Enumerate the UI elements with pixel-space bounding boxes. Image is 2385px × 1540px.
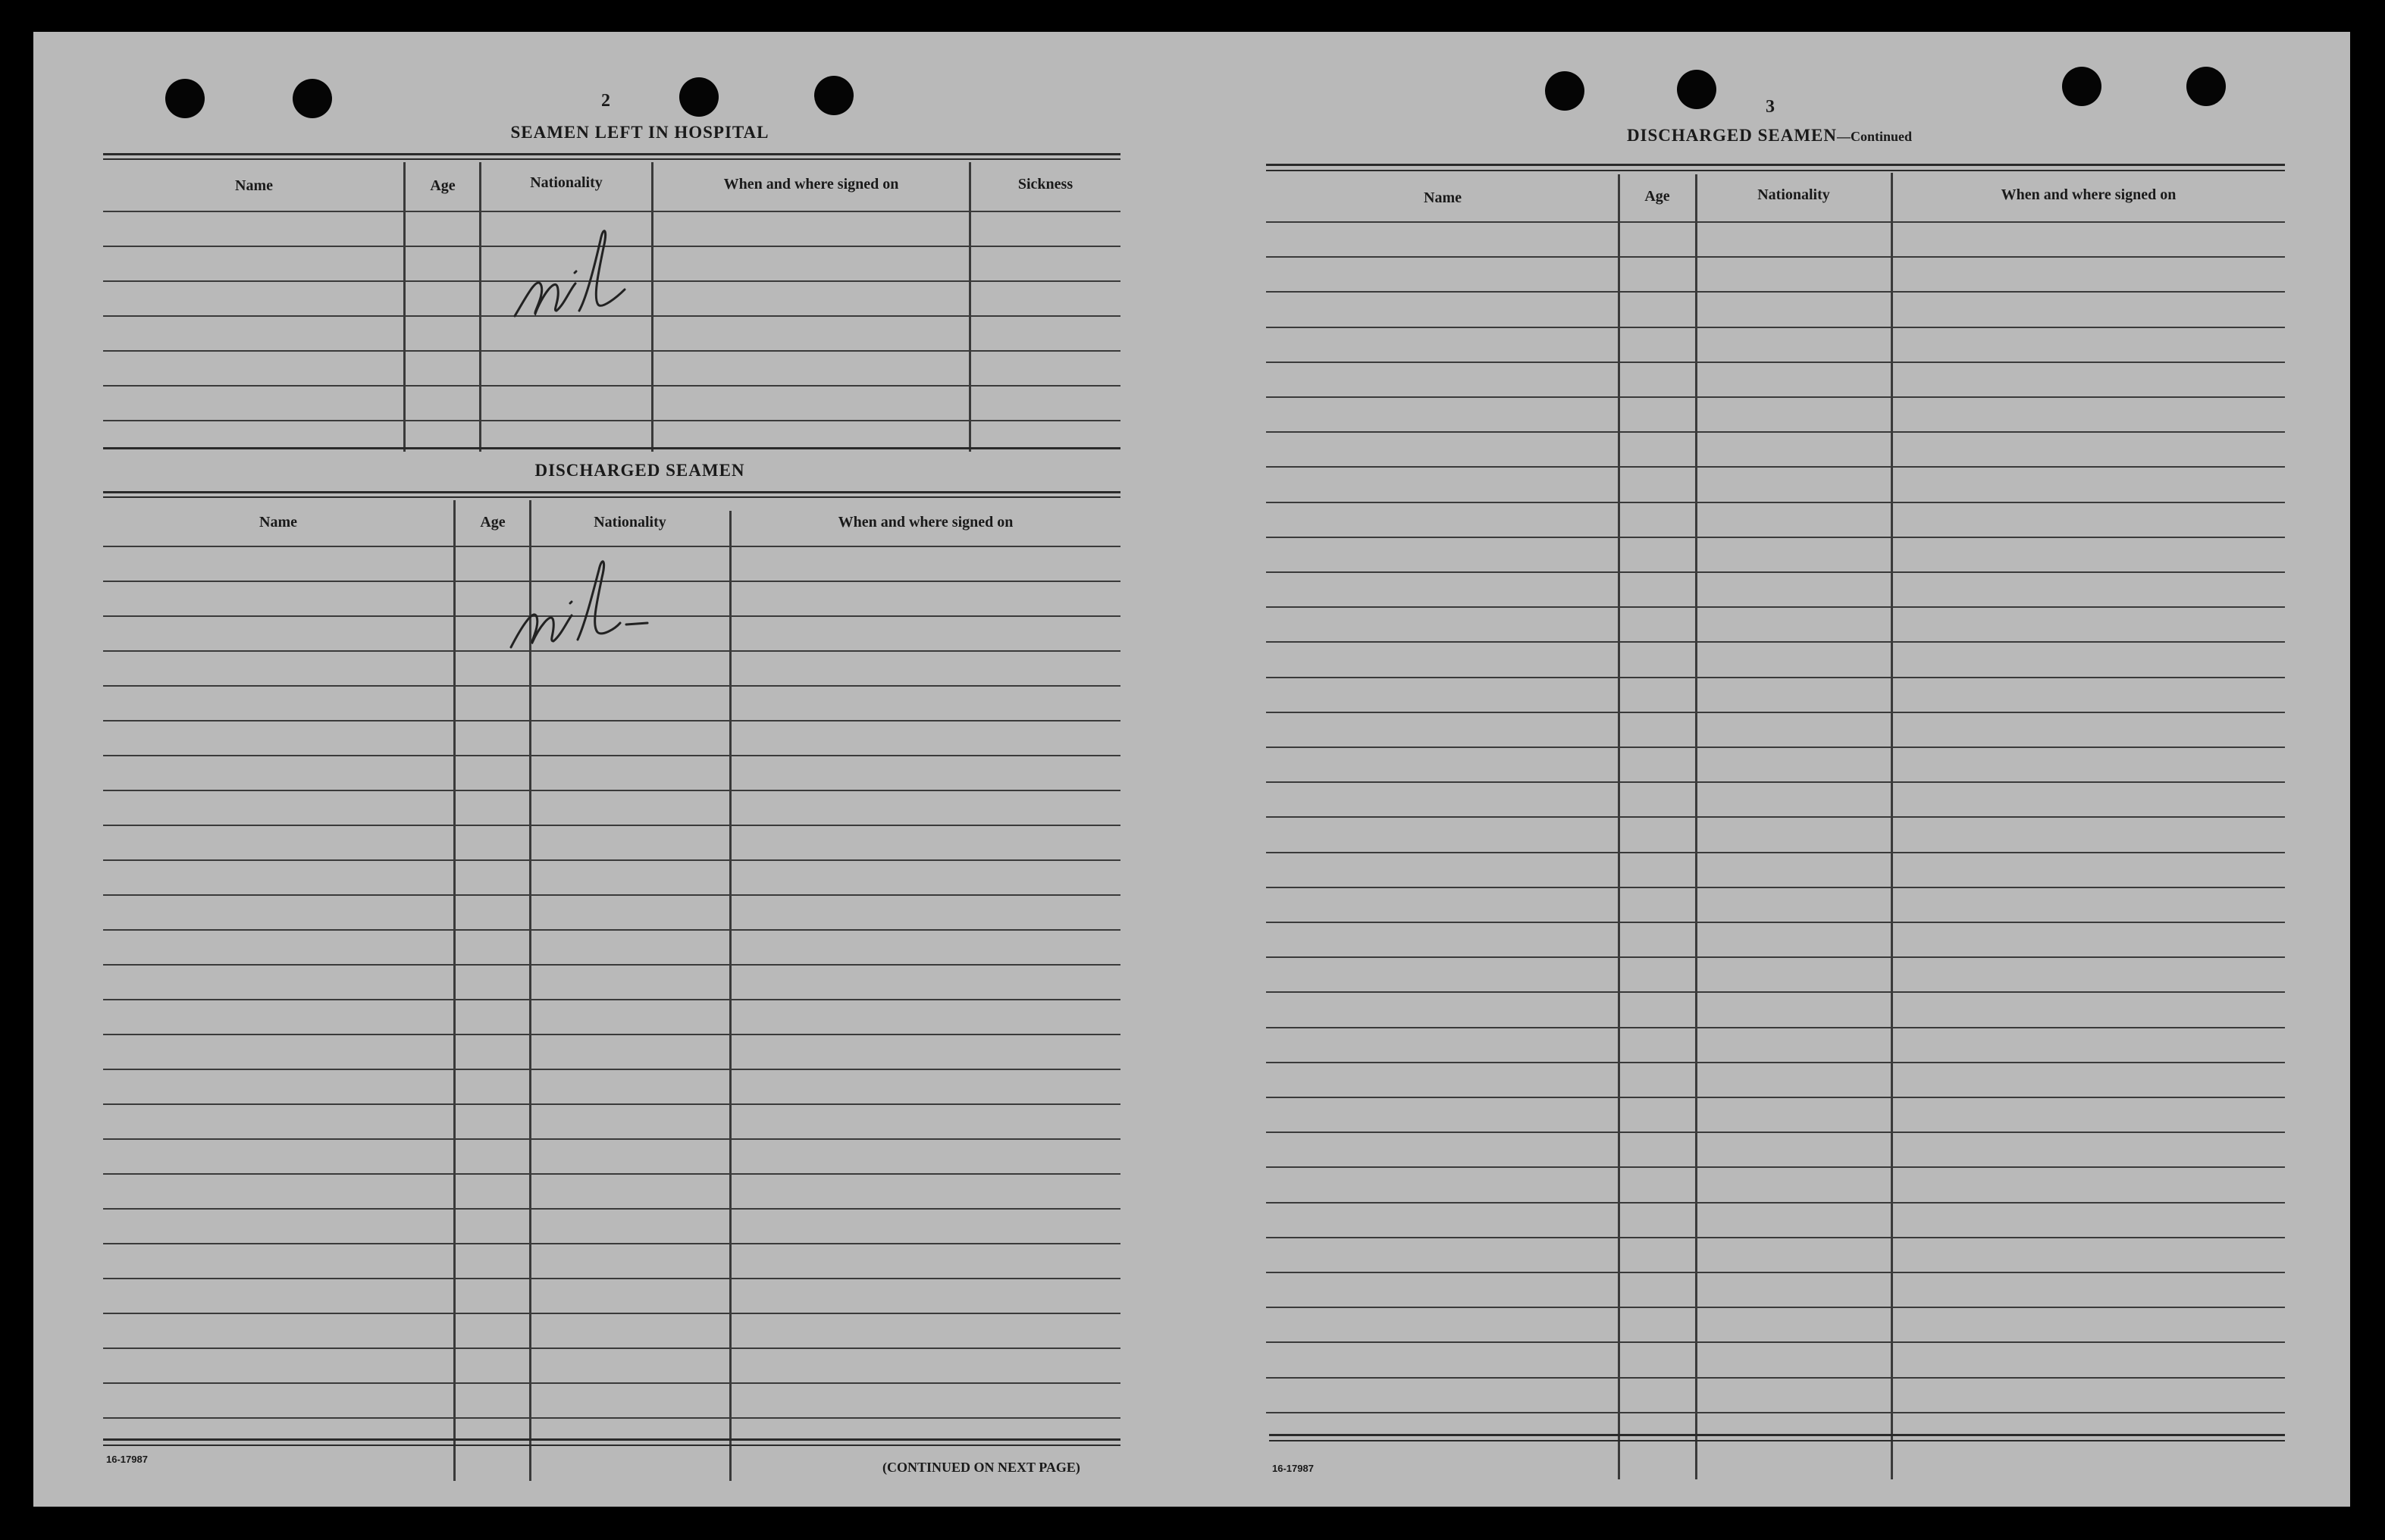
right-row-line xyxy=(1266,571,2285,573)
right-col-signed-on: When and where signed on xyxy=(2001,186,2177,203)
discharged-col-age: Age xyxy=(480,514,506,531)
discharged-table-bottom-rule xyxy=(103,1438,1120,1441)
discharged-col-name: Name xyxy=(259,514,297,531)
right-row-line xyxy=(1266,1377,2285,1379)
right-row-line xyxy=(1266,431,2285,433)
punch-hole xyxy=(165,79,205,118)
hospital-col-divider xyxy=(969,162,971,452)
hospital-col-divider xyxy=(651,162,653,452)
discharged-row-line xyxy=(103,894,1120,896)
right-row-line xyxy=(1266,327,2285,328)
right-col-age: Age xyxy=(1644,188,1670,205)
punch-hole xyxy=(2186,67,2226,106)
hospital-table-top-rule xyxy=(103,158,1120,160)
discharged-table-bottom-rule xyxy=(103,1445,1120,1446)
discharged-row-line xyxy=(103,1173,1120,1175)
right-col-name: Name xyxy=(1424,189,1462,206)
right-row-line xyxy=(1266,922,2285,923)
left-page-number: 2 xyxy=(601,91,610,111)
right-table-top-rule xyxy=(1266,164,2285,166)
punch-hole xyxy=(1677,70,1716,109)
right-row-line xyxy=(1266,956,2285,958)
right-row-line xyxy=(1266,677,2285,678)
discharged-row-line xyxy=(103,1138,1120,1140)
hospital-row-line xyxy=(103,385,1120,387)
discharged-table-top-rule xyxy=(103,496,1120,498)
right-row-line xyxy=(1266,362,2285,363)
hospital-section-title: SEAMEN LEFT IN HOSPITAL xyxy=(510,123,769,142)
punch-hole xyxy=(2062,67,2101,106)
discharged-col-signed-on: When and where signed on xyxy=(838,514,1014,531)
right-row-line xyxy=(1266,712,2285,713)
hospital-row-line xyxy=(103,350,1120,352)
discharged-row-line xyxy=(103,720,1120,721)
right-row-line xyxy=(1266,991,2285,993)
discharged-row-line xyxy=(103,1382,1120,1384)
right-col-divider xyxy=(1695,174,1697,1479)
right-row-line xyxy=(1266,606,2285,608)
right-row-line xyxy=(1266,887,2285,888)
handwritten-nil-hospital xyxy=(511,214,647,327)
punch-hole xyxy=(1545,71,1584,111)
right-section-title-text: DISCHARGED SEAMEN xyxy=(1626,126,1838,145)
right-row-line xyxy=(1266,1202,2285,1204)
right-form-code: 16-17987 xyxy=(1272,1463,1314,1474)
handwritten-nil-discharged xyxy=(505,540,672,653)
right-row-line xyxy=(1266,747,2285,748)
right-row-line xyxy=(1266,537,2285,538)
discharged-row-line xyxy=(103,825,1120,826)
right-section-title-suffix: —Continued xyxy=(1837,129,1913,144)
hospital-col-sickness: Sickness xyxy=(1017,176,1073,192)
hospital-row-line xyxy=(103,211,1120,212)
right-row-line xyxy=(1266,1062,2285,1063)
right-row-line xyxy=(1266,396,2285,398)
right-row-line xyxy=(1266,466,2285,468)
right-col-divider xyxy=(1618,174,1620,1479)
discharged-row-line xyxy=(103,1034,1120,1035)
discharged-row-line xyxy=(103,1069,1120,1070)
discharged-row-line xyxy=(103,1208,1120,1210)
hospital-table-bottom-rule xyxy=(103,447,1120,449)
discharged-row-line xyxy=(103,1348,1120,1349)
right-row-line xyxy=(1266,1307,2285,1308)
discharged-row-line xyxy=(103,790,1120,791)
discharged-row-line xyxy=(103,755,1120,756)
form-sheet xyxy=(33,32,2350,1507)
right-row-line xyxy=(1266,1097,2285,1098)
right-section-title xyxy=(1542,126,1997,146)
discharged-row-line xyxy=(103,1278,1120,1279)
right-page-number: 3 xyxy=(1766,97,1775,117)
left-form-code: 16-17987 xyxy=(106,1454,148,1465)
hospital-table-top-rule xyxy=(103,153,1120,155)
hospital-col-divider xyxy=(479,162,481,452)
punch-hole xyxy=(679,77,719,117)
right-row-line xyxy=(1266,291,2285,293)
discharged-row-line xyxy=(103,1313,1120,1314)
discharged-row-line xyxy=(103,1103,1120,1105)
discharged-row-line xyxy=(103,1417,1120,1419)
right-row-line xyxy=(1266,781,2285,783)
right-row-line xyxy=(1266,1237,2285,1238)
discharged-row-line xyxy=(103,999,1120,1000)
right-row-line xyxy=(1266,256,2285,258)
punch-hole xyxy=(293,79,332,118)
hospital-row-line xyxy=(103,420,1120,421)
discharged-row-line xyxy=(103,964,1120,966)
right-row-line xyxy=(1266,1027,2285,1028)
right-table-top-rule xyxy=(1266,170,2285,171)
discharged-row-line xyxy=(103,685,1120,687)
hospital-col-nationality: Nationality xyxy=(530,174,603,191)
right-row-line xyxy=(1266,502,2285,503)
discharged-col-divider xyxy=(729,511,732,1481)
right-row-line xyxy=(1266,1341,2285,1343)
hospital-col-signed-on: When and where signed on xyxy=(723,176,899,192)
continued-note: (CONTINUED ON NEXT PAGE) xyxy=(882,1460,1080,1475)
hospital-col-age: Age xyxy=(430,177,456,194)
discharged-table-top-rule xyxy=(103,491,1120,493)
right-row-line xyxy=(1266,641,2285,643)
right-col-divider xyxy=(1891,173,1893,1479)
punch-hole xyxy=(814,76,854,115)
discharged-section-title: DISCHARGED SEAMEN xyxy=(534,461,745,480)
discharged-row-line xyxy=(103,859,1120,861)
right-row-line xyxy=(1266,1272,2285,1273)
right-col-nationality: Nationality xyxy=(1757,186,1830,203)
discharged-col-divider xyxy=(453,500,456,1481)
hospital-col-divider xyxy=(403,162,406,452)
right-row-line xyxy=(1266,816,2285,818)
right-row-line xyxy=(1266,852,2285,853)
right-row-line xyxy=(1266,1412,2285,1413)
discharged-row-line xyxy=(103,1243,1120,1244)
discharged-col-nationality: Nationality xyxy=(594,514,666,531)
right-row-line xyxy=(1266,1166,2285,1168)
right-row-line xyxy=(1266,221,2285,223)
right-table-bottom-rule xyxy=(1269,1440,2285,1441)
discharged-row-line xyxy=(103,929,1120,931)
hospital-col-name: Name xyxy=(235,177,273,194)
right-row-line xyxy=(1266,1132,2285,1133)
right-table-bottom-rule xyxy=(1269,1434,2285,1436)
